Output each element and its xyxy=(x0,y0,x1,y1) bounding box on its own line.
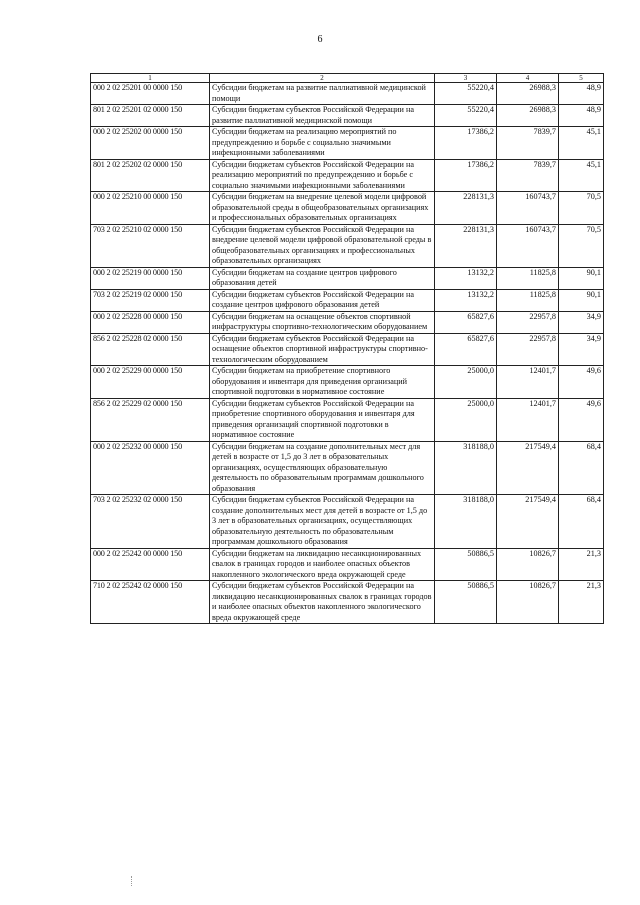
executed-amount-cell: 22957,8 xyxy=(497,333,559,366)
description-cell: Субсидии бюджетам субъектов Российской Федерации на оснащение объектов спортивной инфраструктуры спортивно-технологическим оборудованием xyxy=(210,333,435,366)
table-row xyxy=(91,441,604,495)
percent-cell: 49,6 xyxy=(559,366,604,399)
percent-cell: 45,1 xyxy=(559,127,604,160)
planned-amount-cell: 55220,4 xyxy=(435,105,497,127)
budget-code-cell: 000 2 02 25210 00 0000 150 xyxy=(91,192,210,225)
column-header-1: 1 xyxy=(91,74,210,83)
scan-mark xyxy=(131,876,133,886)
executed-amount-cell: 160743,7 xyxy=(497,192,559,225)
description-cell: Субсидии бюджетам на развитие паллиативной медицинской помощи xyxy=(210,83,435,105)
column-header-2: 2 xyxy=(210,74,435,83)
table-row xyxy=(91,192,604,225)
executed-amount-cell: 10826,7 xyxy=(497,581,559,624)
planned-amount-cell: 25000,0 xyxy=(435,398,497,441)
table-row xyxy=(91,224,604,267)
table-row xyxy=(91,495,604,549)
budget-table xyxy=(90,73,604,624)
header-row xyxy=(91,74,604,83)
planned-amount-cell: 25000,0 xyxy=(435,366,497,399)
executed-amount-cell: 10826,7 xyxy=(497,548,559,581)
planned-amount-cell: 50886,5 xyxy=(435,581,497,624)
percent-cell: 68,4 xyxy=(559,441,604,495)
percent-cell: 68,4 xyxy=(559,495,604,549)
percent-cell: 21,3 xyxy=(559,548,604,581)
table-header xyxy=(91,74,604,83)
budget-code-cell: 000 2 02 25242 00 0000 150 xyxy=(91,548,210,581)
budget-code-cell: 801 2 02 25201 02 0000 150 xyxy=(91,105,210,127)
budget-code-cell: 000 2 02 25219 00 0000 150 xyxy=(91,267,210,289)
planned-amount-cell: 17386,2 xyxy=(435,159,497,192)
description-cell: Субсидии бюджетам на оснащение объектов спортивной инфраструктуры спортивно-технологическим оборудованием xyxy=(210,311,435,333)
page-number: 6 xyxy=(317,34,323,45)
percent-cell: 48,9 xyxy=(559,105,604,127)
table-row xyxy=(91,366,604,399)
percent-cell: 34,9 xyxy=(559,333,604,366)
column-header-4: 4 xyxy=(497,74,559,83)
table-row xyxy=(91,581,604,624)
budget-code-cell: 703 2 02 25219 02 0000 150 xyxy=(91,289,210,311)
executed-amount-cell: 12401,7 xyxy=(497,366,559,399)
description-cell: Субсидии бюджетам на приобретение спортивного оборудования и инвентаря для приведения организаций спортивной подготовки в нормативное состояние xyxy=(210,366,435,399)
planned-amount-cell: 13132,2 xyxy=(435,289,497,311)
percent-cell: 21,3 xyxy=(559,581,604,624)
budget-code-cell: 710 2 02 25242 02 0000 150 xyxy=(91,581,210,624)
budget-code-cell: 703 2 02 25210 02 0000 150 xyxy=(91,224,210,267)
percent-cell: 34,9 xyxy=(559,311,604,333)
description-cell: Субсидии бюджетам субъектов Российской Федерации на развитие паллиативной медицинской помощи xyxy=(210,105,435,127)
percent-cell: 45,1 xyxy=(559,159,604,192)
description-cell: Субсидии бюджетам субъектов Российской Федерации на приобретение спортивного оборудования и инвентаря для приведения организаций спортивной подготовки в нормативное состояние xyxy=(210,398,435,441)
planned-amount-cell: 228131,3 xyxy=(435,192,497,225)
executed-amount-cell: 11825,8 xyxy=(497,289,559,311)
planned-amount-cell: 228131,3 xyxy=(435,224,497,267)
budget-code-cell: 000 2 02 25229 00 0000 150 xyxy=(91,366,210,399)
table-row xyxy=(91,311,604,333)
description-cell: Субсидии бюджетам на ликвидацию несанкционированных свалок в границах городов и наиболее опасных объектов накопленного экологического вреда окружающей среде xyxy=(210,548,435,581)
percent-cell: 90,1 xyxy=(559,267,604,289)
description-cell: Субсидии бюджетам субъектов Российской Федерации на внедрение целевой модели цифровой образовательной среды в общеобразовательных организациях и профессиональных образовательных организациях xyxy=(210,224,435,267)
executed-amount-cell: 11825,8 xyxy=(497,267,559,289)
budget-code-cell: 000 2 02 25232 00 0000 150 xyxy=(91,441,210,495)
budget-code-cell: 856 2 02 25228 02 0000 150 xyxy=(91,333,210,366)
planned-amount-cell: 17386,2 xyxy=(435,127,497,160)
description-cell: Субсидии бюджетам субъектов Российской Федерации на ликвидацию несанкционированных свалок в границах городов и наиболее опасных объектов накопленного экологического вреда окружающей среде xyxy=(210,581,435,624)
executed-amount-cell: 26988,3 xyxy=(497,105,559,127)
planned-amount-cell: 65827,6 xyxy=(435,333,497,366)
planned-amount-cell: 318188,0 xyxy=(435,441,497,495)
budget-code-cell: 703 2 02 25232 02 0000 150 xyxy=(91,495,210,549)
table-row xyxy=(91,267,604,289)
executed-amount-cell: 22957,8 xyxy=(497,311,559,333)
description-cell: Субсидии бюджетам субъектов Российской Федерации на реализацию мероприятий по предупреждению и борьбе с социально значимыми инфекционными заболеваниями xyxy=(210,159,435,192)
budget-code-cell: 801 2 02 25202 02 0000 150 xyxy=(91,159,210,192)
table-row xyxy=(91,127,604,160)
percent-cell: 48,9 xyxy=(559,83,604,105)
table-row xyxy=(91,289,604,311)
planned-amount-cell: 318188,0 xyxy=(435,495,497,549)
budget-code-cell: 000 2 02 25228 00 0000 150 xyxy=(91,311,210,333)
percent-cell: 70,5 xyxy=(559,224,604,267)
percent-cell: 90,1 xyxy=(559,289,604,311)
column-header-5: 5 xyxy=(559,74,604,83)
table-row xyxy=(91,159,604,192)
planned-amount-cell: 55220,4 xyxy=(435,83,497,105)
table-row xyxy=(91,83,604,105)
percent-cell: 70,5 xyxy=(559,192,604,225)
executed-amount-cell: 217549,4 xyxy=(497,495,559,549)
executed-amount-cell: 26988,3 xyxy=(497,83,559,105)
planned-amount-cell: 65827,6 xyxy=(435,311,497,333)
planned-amount-cell: 50886,5 xyxy=(435,548,497,581)
executed-amount-cell: 12401,7 xyxy=(497,398,559,441)
column-header-3: 3 xyxy=(435,74,497,83)
description-cell: Субсидии бюджетам субъектов Российской Федерации на создание центров цифрового образования детей xyxy=(210,289,435,311)
budget-code-cell: 000 2 02 25202 00 0000 150 xyxy=(91,127,210,160)
table-row xyxy=(91,548,604,581)
table-row xyxy=(91,333,604,366)
executed-amount-cell: 160743,7 xyxy=(497,224,559,267)
description-cell: Субсидии бюджетам на создание центров цифрового образования детей xyxy=(210,267,435,289)
table-row xyxy=(91,398,604,441)
planned-amount-cell: 13132,2 xyxy=(435,267,497,289)
budget-code-cell: 856 2 02 25229 02 0000 150 xyxy=(91,398,210,441)
executed-amount-cell: 7839,7 xyxy=(497,127,559,160)
table-row xyxy=(91,105,604,127)
percent-cell: 49,6 xyxy=(559,398,604,441)
description-cell: Субсидии бюджетам на создание дополнительных мест для детей в возрасте от 1,5 до 3 лет в образовательных организациях, осуществляющих образовательную деятельность по образовательным программам дошкольного образования xyxy=(210,441,435,495)
description-cell: Субсидии бюджетам на реализацию мероприятий по предупреждению и борьбе с социально значимыми инфекционными заболеваниями xyxy=(210,127,435,160)
description-cell: Субсидии бюджетам на внедрение целевой модели цифровой образовательной среды в общеобразовательных организациях и профессиональных образовательных организациях xyxy=(210,192,435,225)
description-cell: Субсидии бюджетам субъектов Российской Федерации на создание дополнительных мест для детей в возрасте от 1,5 до 3 лет в образовательных организациях, осуществляющих образовательную деятельность по образовательным программам дошкольного образования xyxy=(210,495,435,549)
executed-amount-cell: 217549,4 xyxy=(497,441,559,495)
executed-amount-cell: 7839,7 xyxy=(497,159,559,192)
budget-code-cell: 000 2 02 25201 00 0000 150 xyxy=(91,83,210,105)
table-body xyxy=(91,83,604,624)
